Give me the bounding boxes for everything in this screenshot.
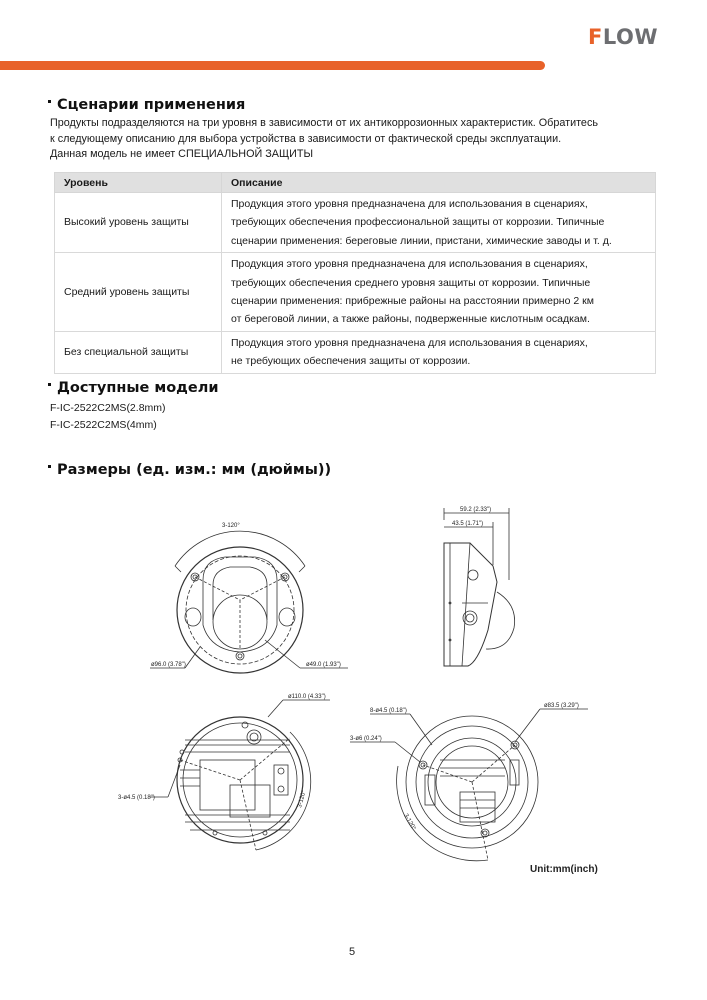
model-item: F-IC-2522C2MS(2.8mm) (50, 402, 166, 414)
label-plate-angle: 3-120° (402, 813, 417, 832)
label-base-holes: 3-ø4.5 (0.18") (118, 795, 155, 801)
bullet-icon (48, 100, 51, 103)
bullet-icon (48, 383, 51, 386)
scenarios-heading: Сценарии применения (48, 97, 245, 113)
base-view-drawing (118, 694, 330, 850)
table-row (55, 253, 656, 332)
label-plate-holes3: 3-ø6 (0.24") (350, 736, 382, 742)
label-outer-dia: ø96.0 (3.78") (151, 662, 186, 668)
label-base-angle: 3-120° (297, 789, 308, 809)
table-row (55, 193, 656, 253)
table-row (55, 331, 656, 373)
bullet-icon (48, 465, 51, 468)
intro-line: Данная модель не имеет СПЕЦИАЛЬНОЙ ЗАЩИТЫ (50, 148, 313, 160)
table-header-row (55, 173, 656, 193)
page-number: 5 (349, 946, 356, 958)
intro-line: Продукты подразделяются на три уровня в зависимости от их антикоррозионных характеристик. Обратитесь (50, 117, 598, 129)
level-cell: Средний уровень защиты (55, 253, 222, 332)
description-cell: Продукция этого уровня предназначена для использования в сценариях, требующих обеспечения профессиональной защиты от коррозии. Типичные сценарии применения: береговые линии, пристани, химические заводы и т. д. (222, 193, 656, 253)
models-heading: Доступные модели (48, 380, 219, 396)
description-cell: Продукция этого уровня предназначена для использования в сценариях, не требующих обеспечения защиты от коррозии. (222, 331, 656, 373)
dimension-drawing (100, 495, 620, 885)
label-base-dia: ø110.0 (4.33") (288, 694, 326, 700)
models-list (50, 400, 166, 434)
column-header-level: Уровень (55, 173, 222, 193)
model-item: F-IC-2522C2MS(4mm) (50, 419, 157, 431)
column-header-description: Описание (222, 173, 656, 193)
description-cell: Продукция этого уровня предназначена для использования в сценариях, требующих обеспечения среднего уровня защиты от коррозии. Типичные сценарии применения: прибрежные районы на расстоянии примерно 2 км от береговой линии, а также районы, подверженные кислотным осадкам. (222, 253, 656, 332)
label-side-body: 43.5 (1.71") (452, 521, 484, 527)
dimensions-heading: Размеры (ед. изм.: мм (дюймы)) (48, 462, 331, 478)
level-cell: Без специальной защиты (55, 331, 222, 373)
front-view-drawing (150, 523, 348, 673)
label-side-total: 59.2 (2.33") (460, 507, 492, 513)
logo-letter-f: F (588, 25, 603, 49)
protection-levels-table (54, 172, 656, 374)
label-top-angle: 3-120° (222, 523, 240, 529)
logo-letters-low: LOW (602, 25, 659, 49)
scenarios-intro (50, 116, 598, 163)
unit-label: Unit:mm(inch) (530, 864, 598, 875)
label-plate-holes8: 8-ø4.5 (0.18") (370, 708, 407, 714)
flow-logo (588, 26, 658, 48)
side-view-drawing (444, 507, 515, 666)
intro-line: к следующему описанию для выбора устройства в зависимости от фактической среды эксплуатации. (50, 132, 562, 145)
label-plate-dia: ø83.5 (3.29") (544, 703, 579, 709)
level-cell: Высокий уровень защиты (55, 193, 222, 253)
label-lens-dia: ø49.0 (1.93") (306, 662, 341, 668)
mounting-plate-drawing (350, 703, 588, 861)
header-orange-bar (0, 61, 545, 70)
